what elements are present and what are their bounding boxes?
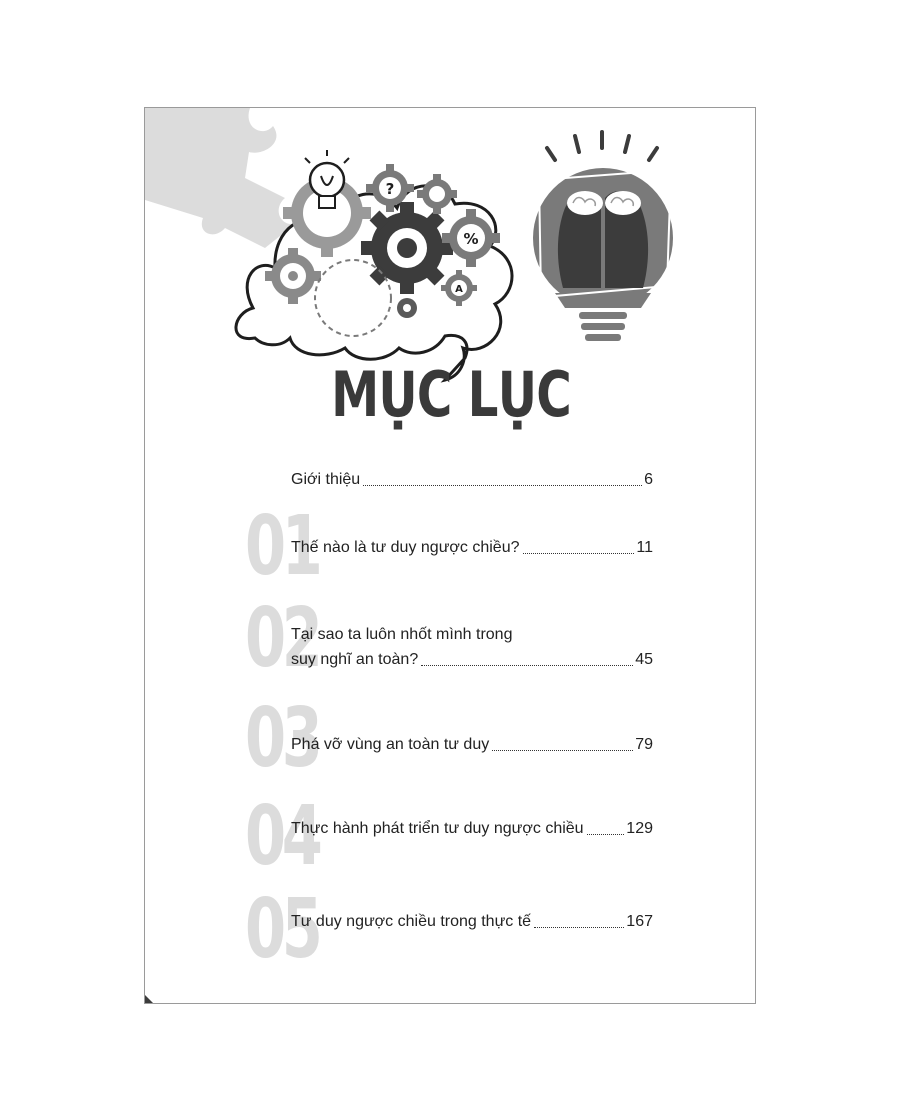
- toc-entry-chapter-3[interactable]: [291, 732, 653, 757]
- chapter-number-02: 02: [245, 591, 319, 686]
- toc-entry-chapter-4[interactable]: [291, 816, 653, 841]
- toc-entry-chapter-2-line1[interactable]: Tại sao ta luôn nhốt mình trong: [291, 626, 513, 643]
- dot-leader: [492, 749, 633, 751]
- chapter-number-04: 04: [245, 789, 319, 884]
- dot-leader: [523, 552, 635, 554]
- dot-leader: [587, 833, 625, 835]
- page-title: MỤC LỤC: [331, 358, 571, 431]
- toc-entry-title: suy nghĩ an toàn?: [291, 651, 419, 668]
- toc-entry-title: Tư duy ngược chiều trong thực tế: [291, 913, 532, 930]
- puzzle-piece-icon: [145, 108, 295, 248]
- dot-leader: [363, 484, 642, 486]
- lightbulb-heads-icon: [533, 132, 673, 341]
- chapter-number-05: 05: [245, 882, 319, 977]
- brain-gears-icon: [236, 150, 512, 380]
- toc-entry-title: Thế nào là tư duy ngược chiều?: [291, 539, 520, 556]
- svg-text:?: ?: [385, 180, 395, 198]
- toc-entry-intro[interactable]: [291, 467, 653, 492]
- book-page: [144, 107, 756, 1004]
- toc-entry-chapter-2[interactable]: [291, 647, 653, 672]
- toc-entry-page: 11: [636, 539, 653, 556]
- toc-entry-page: 167: [626, 913, 653, 930]
- chapter-number-03: 03: [245, 691, 319, 786]
- svg-text:%: %: [463, 230, 479, 248]
- toc-entry-title: Thực hành phát triển tư duy ngược chiều: [291, 820, 584, 837]
- toc-entry-chapter-5[interactable]: [291, 909, 653, 934]
- toc-entry-page: 79: [635, 736, 653, 753]
- toc-entry-page: 45: [635, 651, 653, 668]
- svg-text:A: A: [455, 284, 463, 295]
- dot-leader: [421, 664, 633, 666]
- toc-entry-page: 6: [644, 471, 653, 488]
- dot-leader: [534, 926, 624, 928]
- toc-entry-title: Phá vỡ vùng an toàn tư duy: [291, 736, 490, 753]
- toc-entry-title: Giới thiệu: [291, 471, 361, 488]
- chapter-number-01: 01: [245, 499, 319, 594]
- toc-entry-chapter-1[interactable]: [291, 535, 653, 560]
- toc-entry-page: 129: [626, 820, 653, 837]
